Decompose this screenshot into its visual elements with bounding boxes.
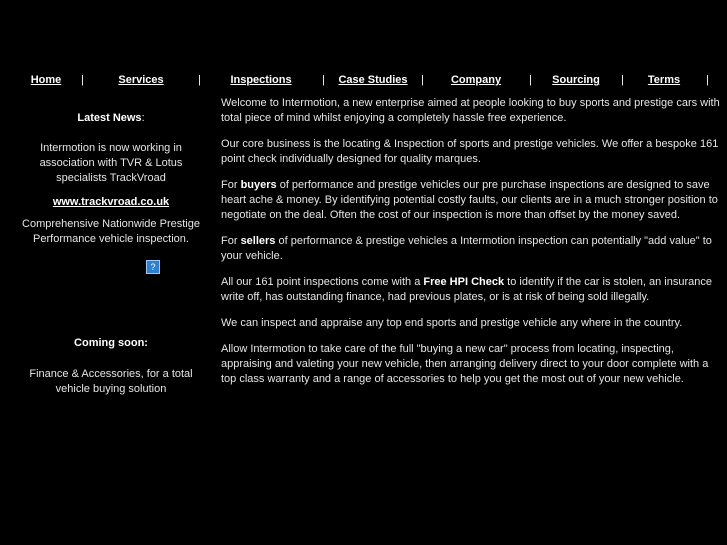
main-navigation	[0, 74, 727, 90]
core-business-paragraph: Our core business is the locating & Inspection of sports and prestige vehicles. We offer a bespoke 161 point check individually designed for quality marques.	[221, 138, 719, 165]
buyers-paragraph	[221, 178, 721, 223]
news-text: Intermotion is now working in association with TVR & Lotus specialists TrackVroad	[39, 142, 183, 184]
text: For	[221, 235, 241, 247]
sidebar	[18, 111, 204, 397]
nav-separator: |	[198, 74, 201, 86]
nav-separator: |	[81, 74, 84, 86]
broken-image-icon[interactable]: ?	[146, 260, 160, 274]
nav-case-studies[interactable]: Case Studies	[338, 74, 408, 86]
nav-inspections[interactable]: Inspections	[230, 74, 292, 86]
text: of performance & prestige vehicles a Intermotion inspection can potentially "add value" to your vehicle.	[221, 235, 712, 262]
nav-services[interactable]: Services	[118, 74, 164, 86]
buyers-bold: buyers	[240, 179, 277, 191]
nav-separator: |	[706, 74, 709, 86]
nav-separator: |	[322, 74, 325, 86]
tagline: Comprehensive Nationwide Prestige Performance vehicle inspection.	[22, 218, 200, 245]
hpi-paragraph	[221, 275, 721, 305]
news-heading: Latest News	[77, 112, 142, 124]
coming-soon-text: Finance & Accessories, for a total vehicle buying solution	[29, 368, 193, 395]
nav-terms[interactable]: Terms	[647, 74, 681, 86]
nav-separator: |	[621, 74, 624, 86]
hpi-bold: Free HPI Check	[423, 276, 505, 288]
inspect-paragraph: We can inspect and appraise any top end sports and prestige vehicle any where in the country.	[221, 317, 683, 329]
coming-soon-heading: Coming soon:	[74, 337, 148, 349]
nav-separator: |	[421, 74, 424, 86]
nav-sourcing[interactable]: Sourcing	[552, 74, 600, 86]
intro-paragraph: Welcome to Intermotion, a new enterprise aimed at people looking to buy sports and prestige cars with total piece of mind whilst enjoying a completely hassle free experience.	[221, 97, 720, 124]
nav-home[interactable]: Home	[30, 74, 62, 86]
nav-separator: |	[529, 74, 532, 86]
nav-company[interactable]: Company	[450, 74, 502, 86]
text: to identify if the car is stolen, an insurance write off, has outstanding finance, had previous plates, or is at risk of being sold illegally.	[221, 276, 712, 303]
trackvroad-link[interactable]: www.trackvroad.co.uk	[52, 196, 170, 208]
main-content	[221, 96, 721, 398]
sellers-bold: sellers	[240, 235, 276, 247]
text: All our 161 point inspections come with a	[221, 276, 424, 288]
text: of performance and prestige vehicles our pre purchase inspections are designed to save heart ache & money. By identifying potential costly faults, our clients are in a much stronger position to negotiate on the deal. Often the cost of our inspection is more than offset by the money saved.	[221, 179, 718, 221]
full-process-paragraph: Allow Intermotion to take care of the full "buying a new car" process from locating, inspecting, appraising and valeting your new vehicle, then arranging delivery direct to your door complete with a top class warranty and a range of accessories to help you get the most out of your new vehicle.	[221, 343, 709, 385]
text: For	[221, 179, 241, 191]
news-colon: :	[141, 112, 145, 124]
sellers-paragraph	[221, 234, 721, 264]
